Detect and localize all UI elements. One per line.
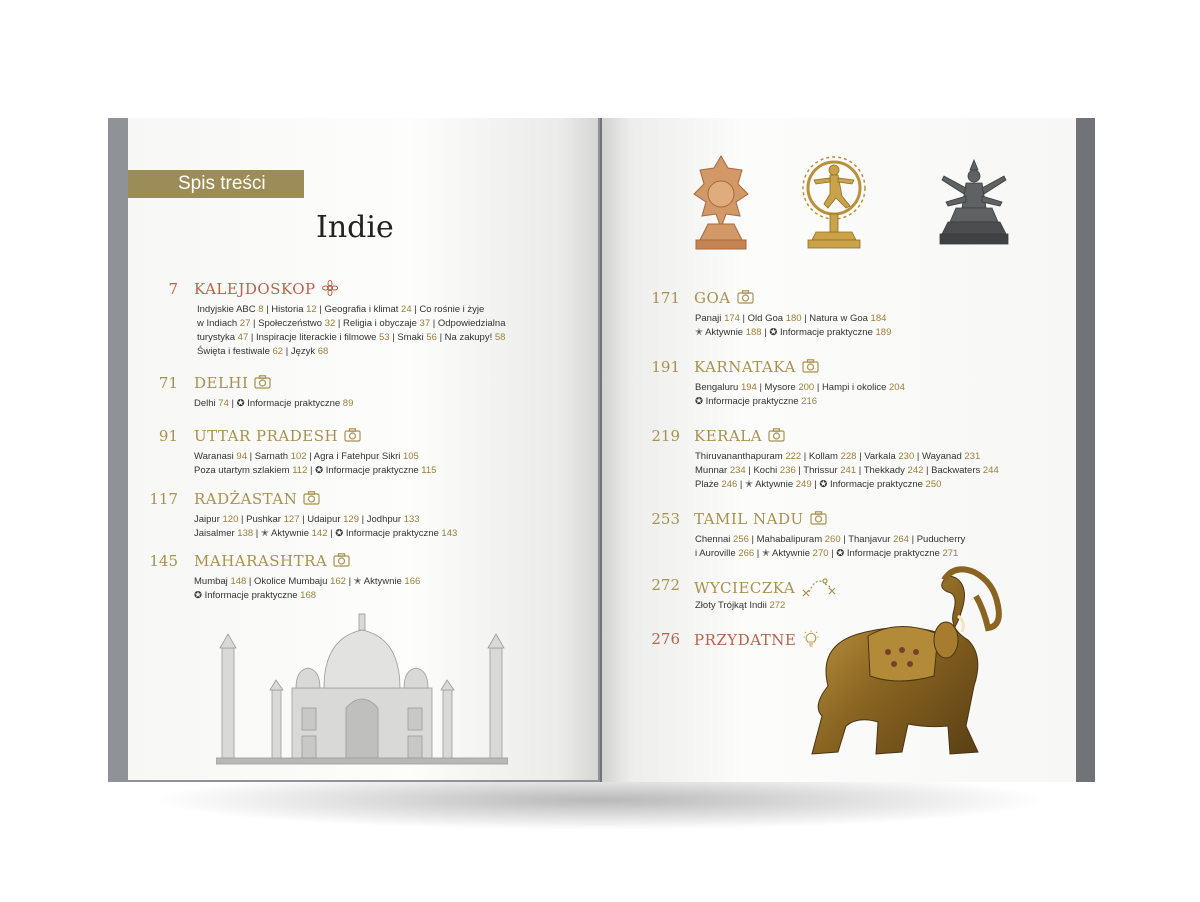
- section-heading: [194, 374, 271, 393]
- entry-label: Mumbaj: [194, 576, 231, 587]
- entry-label: | Społeczeństwo: [250, 318, 325, 329]
- entry-line: [695, 312, 891, 326]
- entry-label: | Jodhpur: [359, 514, 404, 525]
- entry-label: Panaji: [695, 313, 725, 324]
- entry-line: [695, 547, 965, 561]
- entry-label: | Historia: [263, 304, 307, 315]
- entry-label: Jaipur: [194, 514, 223, 525]
- entry-label: ✭ Aktywnie: [695, 327, 746, 338]
- section-page-number: 7: [168, 280, 178, 298]
- entry-page-number[interactable]: 127: [283, 514, 300, 525]
- entry-label: | ✪ Informacje praktyczne: [327, 528, 442, 539]
- section-title: UTTAR PRADESH: [194, 427, 339, 445]
- camera-icon: [303, 491, 320, 509]
- section-page-number: 91: [158, 427, 178, 445]
- section-page-number: 171: [651, 289, 680, 307]
- section-heading: [194, 552, 350, 571]
- entry-page-number[interactable]: 249: [795, 479, 812, 490]
- section-entries: [695, 312, 891, 340]
- taj-mahal-illustration: [216, 608, 508, 768]
- section-title: GOA: [694, 289, 731, 307]
- entry-page-number[interactable]: 230: [898, 451, 915, 462]
- entry-page-number[interactable]: 188: [745, 327, 762, 338]
- entry-page-number[interactable]: 264: [893, 534, 909, 545]
- entry-label: Złoty Trójkąt Indii: [695, 600, 770, 611]
- entry-page-number[interactable]: 256: [733, 534, 749, 545]
- section-entries: [194, 575, 420, 603]
- section-entries: [194, 513, 457, 541]
- entry-page-number[interactable]: 242: [907, 465, 924, 476]
- left-page: [128, 118, 598, 780]
- section-entries: [194, 450, 436, 478]
- entry-line: [695, 381, 905, 395]
- camera-icon: [333, 553, 350, 571]
- entry-page-number[interactable]: 74: [218, 398, 229, 409]
- entry-label: Delhi: [194, 398, 219, 409]
- entry-page-number[interactable]: 180: [785, 313, 802, 324]
- entry-page-number[interactable]: 272: [769, 600, 786, 611]
- entry-label: | Co rośnie i żyje: [411, 304, 485, 315]
- entry-page-number[interactable]: 53: [379, 332, 390, 343]
- entry-line: [695, 599, 785, 613]
- entry-page-number[interactable]: 270: [812, 548, 829, 559]
- section-title: TAMIL NADU: [694, 510, 804, 528]
- entry-label: | Wayanad: [914, 451, 965, 462]
- entry-label: Chennai: [695, 534, 734, 545]
- entry-page-number[interactable]: 58: [494, 332, 506, 343]
- entry-label: | Hampi i okolice: [814, 382, 890, 393]
- section-page-number: 219: [651, 427, 680, 445]
- camera-icon: [737, 290, 754, 308]
- entry-page-number[interactable]: 27: [239, 318, 251, 329]
- section-title: WYCIECZKA: [694, 579, 796, 597]
- entry-label: Bengaluru: [695, 382, 741, 393]
- page-title: Indie: [316, 210, 394, 245]
- entry-label: turystyka: [197, 332, 238, 343]
- section-heading: [694, 427, 785, 446]
- section-entries: [194, 397, 353, 411]
- section-title: RADŻASTAN: [194, 490, 298, 508]
- section-banner: Spis treści: [128, 170, 304, 198]
- section-title: DELHI: [194, 374, 249, 392]
- camera-icon: [344, 428, 361, 446]
- section-heading: [694, 289, 754, 308]
- entry-label: | Puducherry: [908, 534, 966, 545]
- section-title: PRZYDATNE: [694, 631, 797, 649]
- entry-page-number[interactable]: 102: [290, 451, 307, 462]
- entry-label: | ✪ Informacje praktyczne: [811, 479, 926, 490]
- entry-page-number[interactable]: 115: [421, 465, 437, 476]
- entry-label: | Na zakupy!: [436, 332, 495, 343]
- entry-page-number[interactable]: 129: [343, 514, 359, 525]
- entry-label: | Język: [283, 346, 318, 357]
- entry-label: | Kochi: [745, 465, 780, 476]
- section-page-number: 191: [651, 358, 680, 376]
- entry-label: | Geografia i klimat: [316, 304, 402, 315]
- entry-page-number[interactable]: 162: [330, 576, 346, 587]
- entry-page-number[interactable]: 231: [964, 451, 981, 462]
- entry-page-number[interactable]: 89: [342, 398, 354, 409]
- entry-page-number[interactable]: 222: [785, 451, 802, 462]
- section-entries: [695, 450, 999, 492]
- section-heading: [694, 510, 827, 529]
- section-entries: [695, 599, 785, 613]
- entry-page-number[interactable]: 234: [729, 465, 746, 476]
- entry-page-number[interactable]: 246: [721, 479, 738, 490]
- camera-icon: [802, 359, 819, 377]
- entry-page-number[interactable]: 241: [840, 465, 857, 476]
- entry-label: | ✪ Informacje praktyczne: [307, 465, 422, 476]
- entry-page-number[interactable]: 194: [740, 382, 757, 393]
- entry-label: | Thekkady: [856, 465, 908, 476]
- entry-line: [197, 331, 505, 345]
- entry-page-number[interactable]: 62: [272, 346, 284, 357]
- entry-label: | ✭ Aktywnie: [345, 576, 405, 587]
- entry-label: | ✪ Informacje praktyczne: [761, 327, 876, 338]
- entry-label: Waranasi: [194, 451, 237, 462]
- entry-label: | Thrissur: [795, 465, 841, 476]
- entry-page-number[interactable]: 184: [870, 313, 887, 324]
- entry-page-number[interactable]: 148: [230, 576, 247, 587]
- entry-label: Poza utartym szlakiem: [194, 465, 293, 476]
- entry-line: [197, 303, 505, 317]
- entry-page-number[interactable]: 200: [798, 382, 815, 393]
- entry-line: [194, 397, 353, 411]
- entry-label: | Thanjavur: [840, 534, 894, 545]
- entry-label: | Natura w Goa: [801, 313, 871, 324]
- camera-icon: [768, 428, 785, 446]
- entry-line: [695, 450, 999, 464]
- entry-label: | Agra i Fatehpur Sikri: [306, 451, 403, 462]
- section-entries: [695, 533, 965, 561]
- entry-line: [695, 464, 999, 478]
- section-heading: [194, 490, 320, 509]
- camera-icon: [254, 375, 271, 393]
- section-page-number: 253: [651, 510, 680, 528]
- entry-page-number[interactable]: 138: [237, 528, 254, 539]
- entry-line: [194, 450, 436, 464]
- entry-page-number[interactable]: 94: [236, 451, 247, 462]
- mandala-icon: [322, 280, 338, 300]
- section-page-number: 145: [149, 552, 178, 570]
- entry-page-number[interactable]: 143: [441, 528, 458, 539]
- entry-page-number[interactable]: 244: [982, 465, 999, 476]
- section-heading: [194, 280, 338, 300]
- entry-line: [695, 326, 891, 340]
- entry-page-number[interactable]: 133: [403, 514, 420, 525]
- entry-page-number[interactable]: 12: [306, 304, 317, 315]
- entry-label: | Smaki: [389, 332, 427, 343]
- section-page-number: 117: [149, 490, 178, 508]
- entry-page-number[interactable]: 47: [237, 332, 249, 343]
- entry-label: | ✭ Aktywnie: [737, 479, 796, 490]
- entry-page-number[interactable]: 236: [779, 465, 796, 476]
- camera-icon: [810, 511, 827, 529]
- entry-label: | ✭ Aktywnie: [253, 528, 312, 539]
- entry-page-number[interactable]: 56: [426, 332, 437, 343]
- entry-label: | Sarnath: [247, 451, 291, 462]
- entry-page-number[interactable]: 266: [738, 548, 755, 559]
- entry-label: | ✪ Informacje praktyczne: [828, 548, 943, 559]
- entry-page-number[interactable]: 68: [317, 346, 329, 357]
- entry-line: [197, 345, 505, 359]
- entry-page-number[interactable]: 204: [889, 382, 905, 393]
- entry-label: Jaisalmer: [194, 528, 238, 539]
- entry-page-number[interactable]: 166: [404, 576, 421, 587]
- entry-page-number[interactable]: 142: [311, 528, 328, 539]
- entry-page-number[interactable]: 37: [419, 318, 431, 329]
- entry-label: | Religia i obyczaje: [335, 318, 420, 329]
- entry-label: | Mysore: [756, 382, 799, 393]
- entry-label: Indyjskie ABC: [197, 304, 259, 315]
- entry-label: | ✪ Informacje praktyczne: [228, 398, 343, 409]
- entry-line: [194, 527, 457, 541]
- section-title: KALEJDOSKOP: [194, 280, 316, 298]
- entry-label: Munnar: [695, 465, 730, 476]
- vishnu-statue-image: [936, 156, 1012, 252]
- section-page-number: 276: [651, 630, 680, 648]
- entry-line: [695, 395, 905, 409]
- entry-label: | Pushkar: [238, 514, 284, 525]
- entry-line: [695, 478, 999, 492]
- entry-label: Święta i festiwale: [197, 346, 273, 357]
- entry-label: | Mahabalipuram: [748, 534, 825, 545]
- entry-label: | Backwaters: [923, 465, 983, 476]
- entry-line: [197, 317, 505, 331]
- section-entries: [695, 381, 905, 409]
- entry-line: [194, 589, 420, 603]
- entry-label: i Auroville: [695, 548, 739, 559]
- entry-page-number[interactable]: 8: [258, 304, 264, 315]
- entry-label: | Inspiracje literackie i filmowe: [248, 332, 379, 343]
- entry-page-number[interactable]: 228: [840, 451, 857, 462]
- entry-label: | Old Goa: [739, 313, 786, 324]
- entry-line: [695, 533, 965, 547]
- section-heading: [194, 427, 361, 446]
- entry-page-number[interactable]: 271: [942, 548, 959, 559]
- section-title: KARNATAKA: [694, 358, 796, 376]
- entry-page-number[interactable]: 168: [300, 590, 317, 601]
- entry-page-number[interactable]: 32: [324, 318, 336, 329]
- ganesha-statue-image: [686, 154, 756, 252]
- entry-label: ✪ Informacje praktyczne: [695, 396, 802, 407]
- entry-page-number[interactable]: 260: [824, 534, 841, 545]
- entry-label: Plaże: [695, 479, 722, 490]
- entry-label: Thiruvananthapuram: [695, 451, 786, 462]
- section-page-number: 71: [158, 374, 178, 392]
- entry-label: | Udaipur: [299, 514, 344, 525]
- entry-label: ✪ Informacje praktyczne: [194, 590, 301, 601]
- entry-label: w Indiach: [197, 318, 240, 329]
- entry-page-number[interactable]: 250: [925, 479, 942, 490]
- entry-line: [194, 513, 457, 527]
- entry-page-number[interactable]: 105: [402, 451, 419, 462]
- entry-label: | Kollam: [801, 451, 841, 462]
- nataraja-statue-image: [802, 144, 866, 250]
- entry-line: [194, 464, 436, 478]
- section-heading: [694, 358, 819, 377]
- section-title: MAHARASHTRA: [194, 552, 328, 570]
- entry-page-number[interactable]: 216: [801, 396, 818, 407]
- entry-label: | Odpowiedzialna: [430, 318, 506, 329]
- right-page: [602, 118, 1076, 782]
- section-entries: [197, 303, 505, 359]
- entry-page-number[interactable]: 24: [401, 304, 412, 315]
- elephant-figurine-image: [798, 566, 1030, 772]
- entry-label: | Varkala: [856, 451, 899, 462]
- entry-line: [194, 575, 420, 589]
- entry-label: | ✭ Aktywnie: [754, 548, 813, 559]
- entry-label: | Okolice Mumbaju: [246, 576, 331, 587]
- section-page-number: 272: [651, 576, 680, 594]
- entry-page-number[interactable]: 189: [875, 327, 892, 338]
- entry-page-number[interactable]: 174: [724, 313, 740, 324]
- section-title: KERALA: [694, 427, 763, 445]
- entry-page-number[interactable]: 112: [292, 465, 308, 476]
- entry-page-number[interactable]: 120: [222, 514, 239, 525]
